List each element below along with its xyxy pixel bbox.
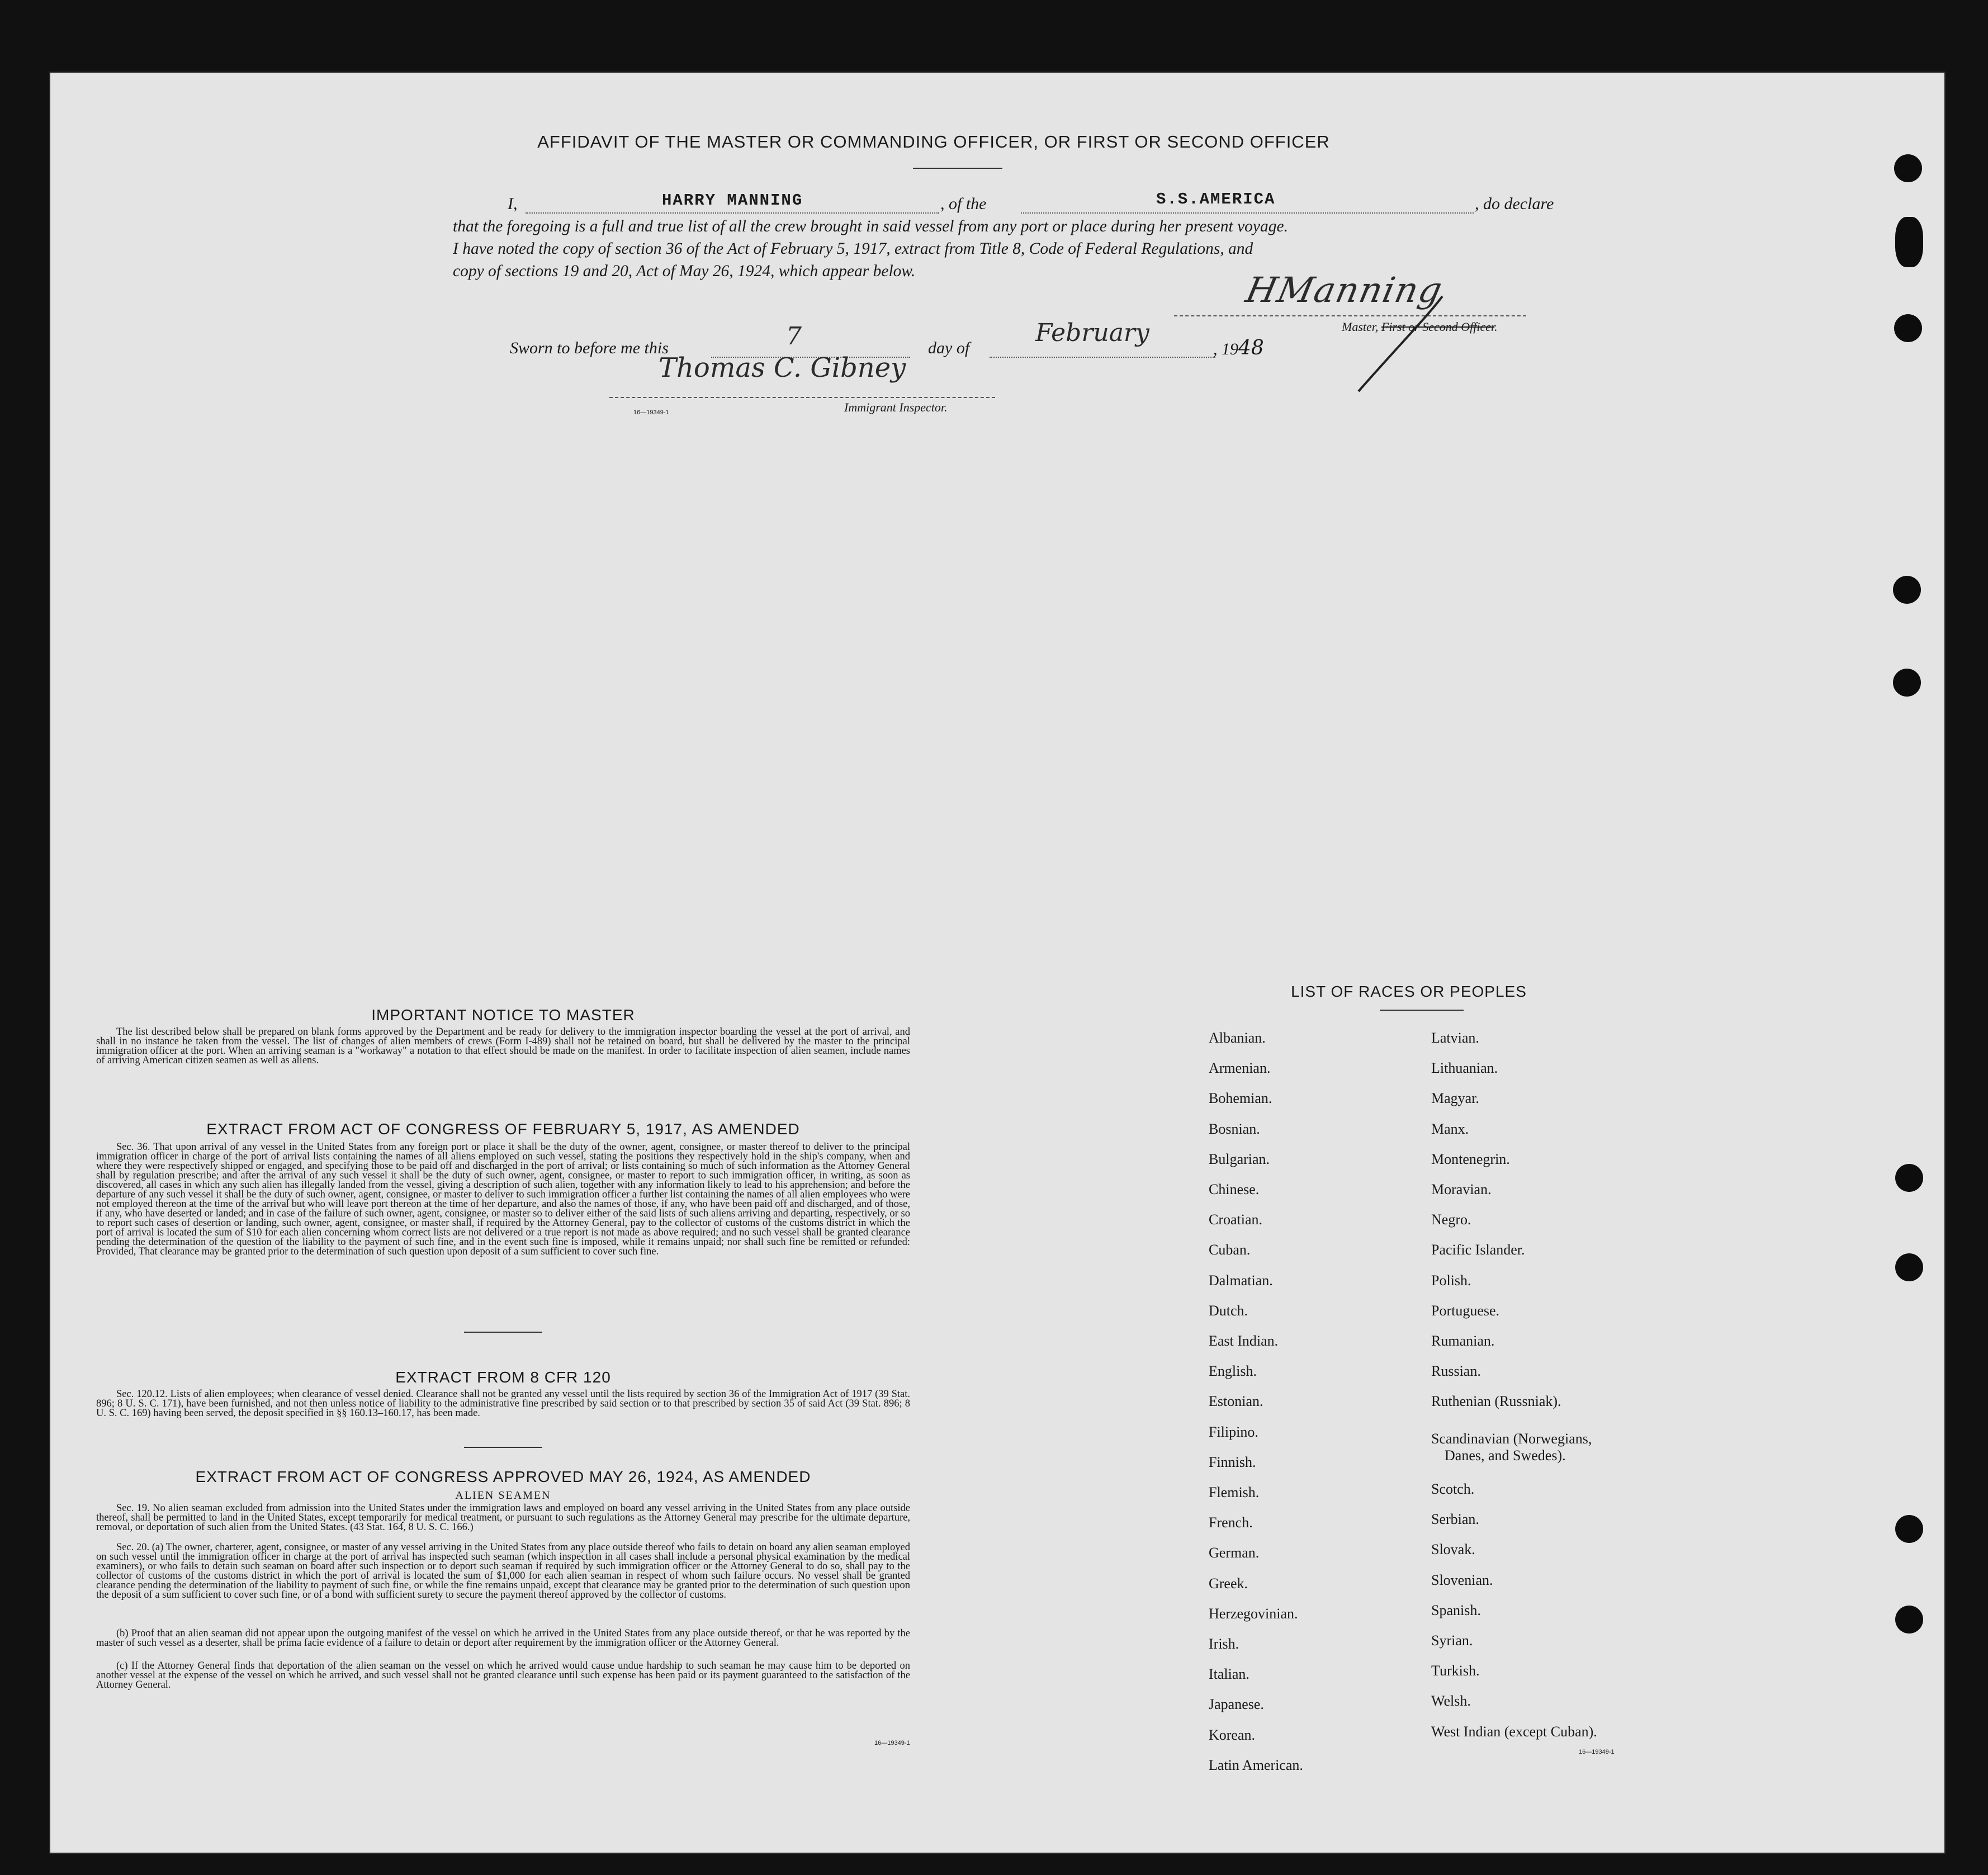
punch-hole [1894, 314, 1922, 342]
extract-1924-sec20b: (b) Proof that an alien seaman did not appear upon the outgoing manifest of the vessel on which he arrived in the United States from any place outside thereof, or that he was reported by the master of such vessel as a deserter, shall be prima facie evidence of a failure to detain or deport after requirement by the immigration officer or the Attorney General. [96, 1628, 910, 1649]
races-divider [1380, 1010, 1464, 1011]
punch-hole [1893, 669, 1921, 697]
race-item: Scotch. [1431, 1481, 1475, 1497]
master-label: Master, First or Second Officer. [1342, 320, 1498, 334]
affidavit-title: AFFIDAVIT OF THE MASTER OR COMMANDING OFFICER, OR FIRST OR SECOND OFFICER [537, 132, 1330, 151]
extract-cfr-title: EXTRACT FROM 8 CFR 120 [395, 1369, 611, 1386]
race-item: English. [1209, 1363, 1257, 1380]
affidavit-of-the: , of the [940, 195, 987, 213]
race-item: German. [1209, 1545, 1260, 1561]
race-item: Korean. [1209, 1726, 1256, 1743]
race-item: Irish. [1209, 1636, 1239, 1652]
divider [464, 1447, 542, 1448]
race-item: Lithuanian. [1431, 1060, 1498, 1077]
extract-1924-sec20c: (c) If the Attorney General finds that deportation of the alien seaman on the vessel on which he arrived would cause undue hardship to such seaman he may cause him to be deported on another vessel at the expense of the vessel on which he arrived, and such vessel shall not be granted clearance until such expense has been paid or its payment guaranteed to the satisfaction of the Attorney General. [96, 1660, 910, 1691]
notice-title: IMPORTANT NOTICE TO MASTER [371, 1006, 635, 1024]
extract-1917-title: EXTRACT FROM ACT OF CONGRESS OF FEBRUARY 5, 1917, AS AMENDED [206, 1120, 800, 1138]
race-item: Moravian. [1431, 1181, 1492, 1197]
race-item: Bulgarian. [1209, 1150, 1270, 1167]
race-item: French. [1209, 1514, 1253, 1531]
vessel-name: S.S.AMERICA [1156, 190, 1276, 209]
inspector-label: Immigrant Inspector. [844, 400, 948, 414]
race-item: Armenian. [1209, 1060, 1271, 1077]
race-item: Bohemian. [1209, 1090, 1272, 1107]
race-item: Magyar. [1431, 1090, 1479, 1107]
inspector-line [609, 397, 995, 398]
race-item: Slovenian. [1431, 1571, 1493, 1588]
extract-1924-subtitle: ALIEN SEAMEN [455, 1489, 551, 1502]
title-divider [913, 168, 1002, 169]
race-item: Syrian. [1431, 1632, 1473, 1649]
punch-hole [1895, 1515, 1923, 1543]
extract-cfr-body: Sec. 120.12. Lists of alien employees; when clearance of vessel denied. Clearance shall not be granted any vessel until the lists required by section 36 of the Immigration Act of 1917 (39 Stat. 896; 8 U. S. C. 171), have been furnished, and not then unless notice of liability to the administrative fine prescribed by said section or to that prescribed by section 35 of said Act (39 Stat. 896; 8 U. S. C. 169) having been served, the deposit specified in §§ 160.13–160.17, has been made. [96, 1389, 910, 1419]
master-signature: HManning [1242, 269, 1447, 310]
master-label-master: Master, [1342, 320, 1381, 334]
inspector-signature: Thomas C. Gibney [659, 352, 906, 383]
sworn-month: February [1035, 319, 1149, 347]
vessel-name-line [1021, 212, 1474, 214]
race-item: Flemish. [1209, 1484, 1260, 1500]
affidavit-line-4: copy of sections 19 and 20, Act of May 26, 1924, which appear below. [453, 262, 916, 280]
punch-hole [1895, 1606, 1923, 1633]
race-item: Serbian. [1431, 1511, 1479, 1528]
race-item: Dalmatian. [1209, 1272, 1273, 1289]
race-item: Rumanian. [1431, 1333, 1495, 1349]
race-item: Croatian. [1209, 1211, 1263, 1228]
extract-1917-body: Sec. 36. That upon arrival of any vessel in the United States from any foreign port or place it shall be the duty of the owner, agent, consignee, or master thereof to deliver to the principal immigration officer in charge of the port of arrival lists containing the names of all aliens employed on such vessel, stating the positions they respectively hold in the ship's company, when and where they were respectively shipped or engaged, and specifying those to be paid off and discharged in the port of arrival; or lists containing so much of such information as the Attorney General shall by regulation prescribe; and after the arrival of any such vessel it shall be the duty of such owner, agent, consignee, or master to report to such immigration officer, in writing, as soon as discovered, all cases in which any such alien has illegally landed from the vessel, giving a description of such alien, together with any information likely to lead to his apprehension; and before the departure of any such vessel it shall be the duty of such owner, agent, consignee, or master to deliver to such immigration officer a further list containing the names of all alien employees who were not employed thereon at the time of the arrival but who will leave port thereon at the time of her departure, and also the names of those, if any, who have been paid off and discharged, and of those, if any, who have deserted or landed; and in case of the failure of such owner, agent, consignee, or master so to deliver either of the said lists of such aliens arriving and departing, respectively, or so to report such cases of desertion or landing, such owner, agent, consignee, or master shall, if required by the Attorney General, pay to the collector of customs of the customs district in which the port of arrival is located the sum of $10 for each alien concerning whom correct lists are not delivered or a true report is not made as above required; and no such vessel shall be granted clearance pending the determination of the question of the liability to the payment of such fine, and in the event such fine is imposed, while it remains unpaid; nor shall such fine be remitted or refunded: Provided, That clearance may be granted prior to the determination of such question upon deposit of a sum sufficient to cover such fine. [96, 1142, 910, 1257]
notice-body: The list described below shall be prepared on blank forms approved by the Department and be ready for delivery to the immigration inspector boarding the vessel at the port of arrival, and shall in no instance be taken from the vessel. The list of changes of alien members of crews (Form I-489) shall not be retained on board, but shall be delivered by the master to the principal immigration officer at the port. When an arriving seaman is a "workaway" a notation to that effect should be made on the manifest. In order to facilitate inspection of alien seamen, include names of arriving American citizen seamen as well as aliens. [96, 1026, 910, 1066]
race-item: Polish. [1431, 1272, 1471, 1289]
master-name-line [526, 212, 939, 214]
year-handwritten: 48 [1238, 337, 1264, 359]
race-item: Spanish. [1431, 1602, 1481, 1618]
race-item: Welsh. [1431, 1693, 1471, 1710]
punch-hole [1895, 1164, 1923, 1192]
affidavit-do-declare: , do declare [1475, 195, 1554, 213]
extract-1924-sec20a: Sec. 20. (a) The owner, charterer, agent, consignee, or master of any vessel arriving in the United States from any place outside thereof who fails to detain on board any alien seaman employed on such vessel until the immigration officer in charge at the port of arrival has inspected such seaman (which inspection in all cases shall include a personal physical examination by the medical examiners), or who fails to detain such seaman on board after such inspection or to deport such seaman if required by such immigration officer or the Attorney General to do so, shall pay to the collector of customs of the customs district in which the port of arrival is located the sum of $1,000 for each alien seaman in respect of whom such failure occurs. No vessel shall be granted clearance pending the determination of the liability to payment of such fine, or while the fine remains unpaid, except that clearance may be granted prior to the determination of such question upon the deposit of a sum sufficient to cover such fine, or of a bond with sufficient surety to secure the payment thereof approved by the collector of customs. [96, 1542, 910, 1601]
year-prefix [1213, 337, 1264, 361]
document-page [49, 72, 1946, 1854]
race-item: Latin American. [1209, 1756, 1303, 1773]
race-item: Slovak. [1431, 1541, 1475, 1558]
master-label-struck: First or Second Officer [1381, 320, 1495, 334]
race-item: Latvian. [1431, 1030, 1479, 1046]
extract-1924-sec19: Sec. 19. No alien seaman excluded from admission into the United States under the immigration laws and employed on board any vessel arriving in the United States from any place outside thereof, shall be permitted to land in the United States, except temporarily for medical treatment, or pursuant to such regulations as the Attorney General may prescribe for the ultimate departure, removal, or deportation of such alien from the United States. (43 Stat. 164, 8 U. S. C. 166.) [96, 1503, 910, 1533]
race-item: Herzegovinian. [1209, 1605, 1298, 1622]
race-item: East Indian. [1209, 1333, 1279, 1349]
divider [464, 1332, 542, 1333]
affidavit-line-2: that the foregoing is a full and true list of all the crew brought in said vessel from any port or place during her present voyage. [453, 217, 1288, 235]
race-item: Scandinavian (Norwegians, [1431, 1430, 1592, 1447]
race-item: Pacific Islander. [1431, 1242, 1525, 1258]
race-item: Portuguese. [1431, 1302, 1500, 1319]
race-item: Cuban. [1209, 1242, 1251, 1258]
race-item: Chinese. [1209, 1181, 1260, 1197]
race-item: Estonian. [1209, 1393, 1263, 1410]
race-item: Finnish. [1209, 1453, 1256, 1470]
race-item: Filipino. [1209, 1423, 1258, 1440]
day-of: day of [928, 339, 970, 357]
punch-hole [1895, 1253, 1923, 1281]
master-name: HARRY MANNING [662, 191, 803, 210]
race-item: Montenegrin. [1431, 1150, 1510, 1167]
race-item: Negro. [1431, 1211, 1471, 1228]
race-item: Dutch. [1209, 1302, 1248, 1319]
form-number: 16—19349-1 [1579, 1749, 1615, 1755]
race-item: Japanese. [1209, 1696, 1264, 1713]
race-item: Manx. [1431, 1120, 1469, 1137]
sworn-day: 7 [786, 322, 802, 351]
form-number: 16—19349-1 [874, 1740, 910, 1746]
extract-1924-title: EXTRACT FROM ACT OF CONGRESS APPROVED MAY 26, 1924, AS AMENDED [195, 1468, 811, 1485]
race-item: Russian. [1431, 1363, 1481, 1380]
race-item: Danes, and Swedes). [1445, 1447, 1566, 1464]
punch-hole [1893, 576, 1921, 604]
race-item: Turkish. [1431, 1663, 1480, 1679]
race-item: Ruthenian (Russniak). [1431, 1393, 1561, 1410]
punch-hole [1894, 154, 1922, 182]
punch-hole [1895, 217, 1923, 267]
race-item: Albanian. [1209, 1030, 1266, 1046]
race-item: Italian. [1209, 1666, 1249, 1683]
master-signature-stroke [1331, 285, 1465, 397]
races-title: LIST OF RACES OR PEOPLES [1291, 983, 1527, 1000]
form-number: 16—19349-1 [633, 409, 669, 416]
affidavit-i: I, [508, 195, 518, 213]
race-item: Bosnian. [1209, 1120, 1260, 1137]
year-printed: , 19 [1213, 340, 1238, 358]
affidavit-line-3: I have noted the copy of section 36 of the Act of February 5, 1917, extract from Title 8, Code of Federal Regulations, and [453, 240, 1253, 258]
sworn-month-line [990, 357, 1215, 358]
race-item: Greek. [1209, 1575, 1248, 1592]
race-item: West Indian (except Cuban). [1431, 1723, 1597, 1740]
sworn-prefix: Sworn to before me this [510, 339, 669, 357]
